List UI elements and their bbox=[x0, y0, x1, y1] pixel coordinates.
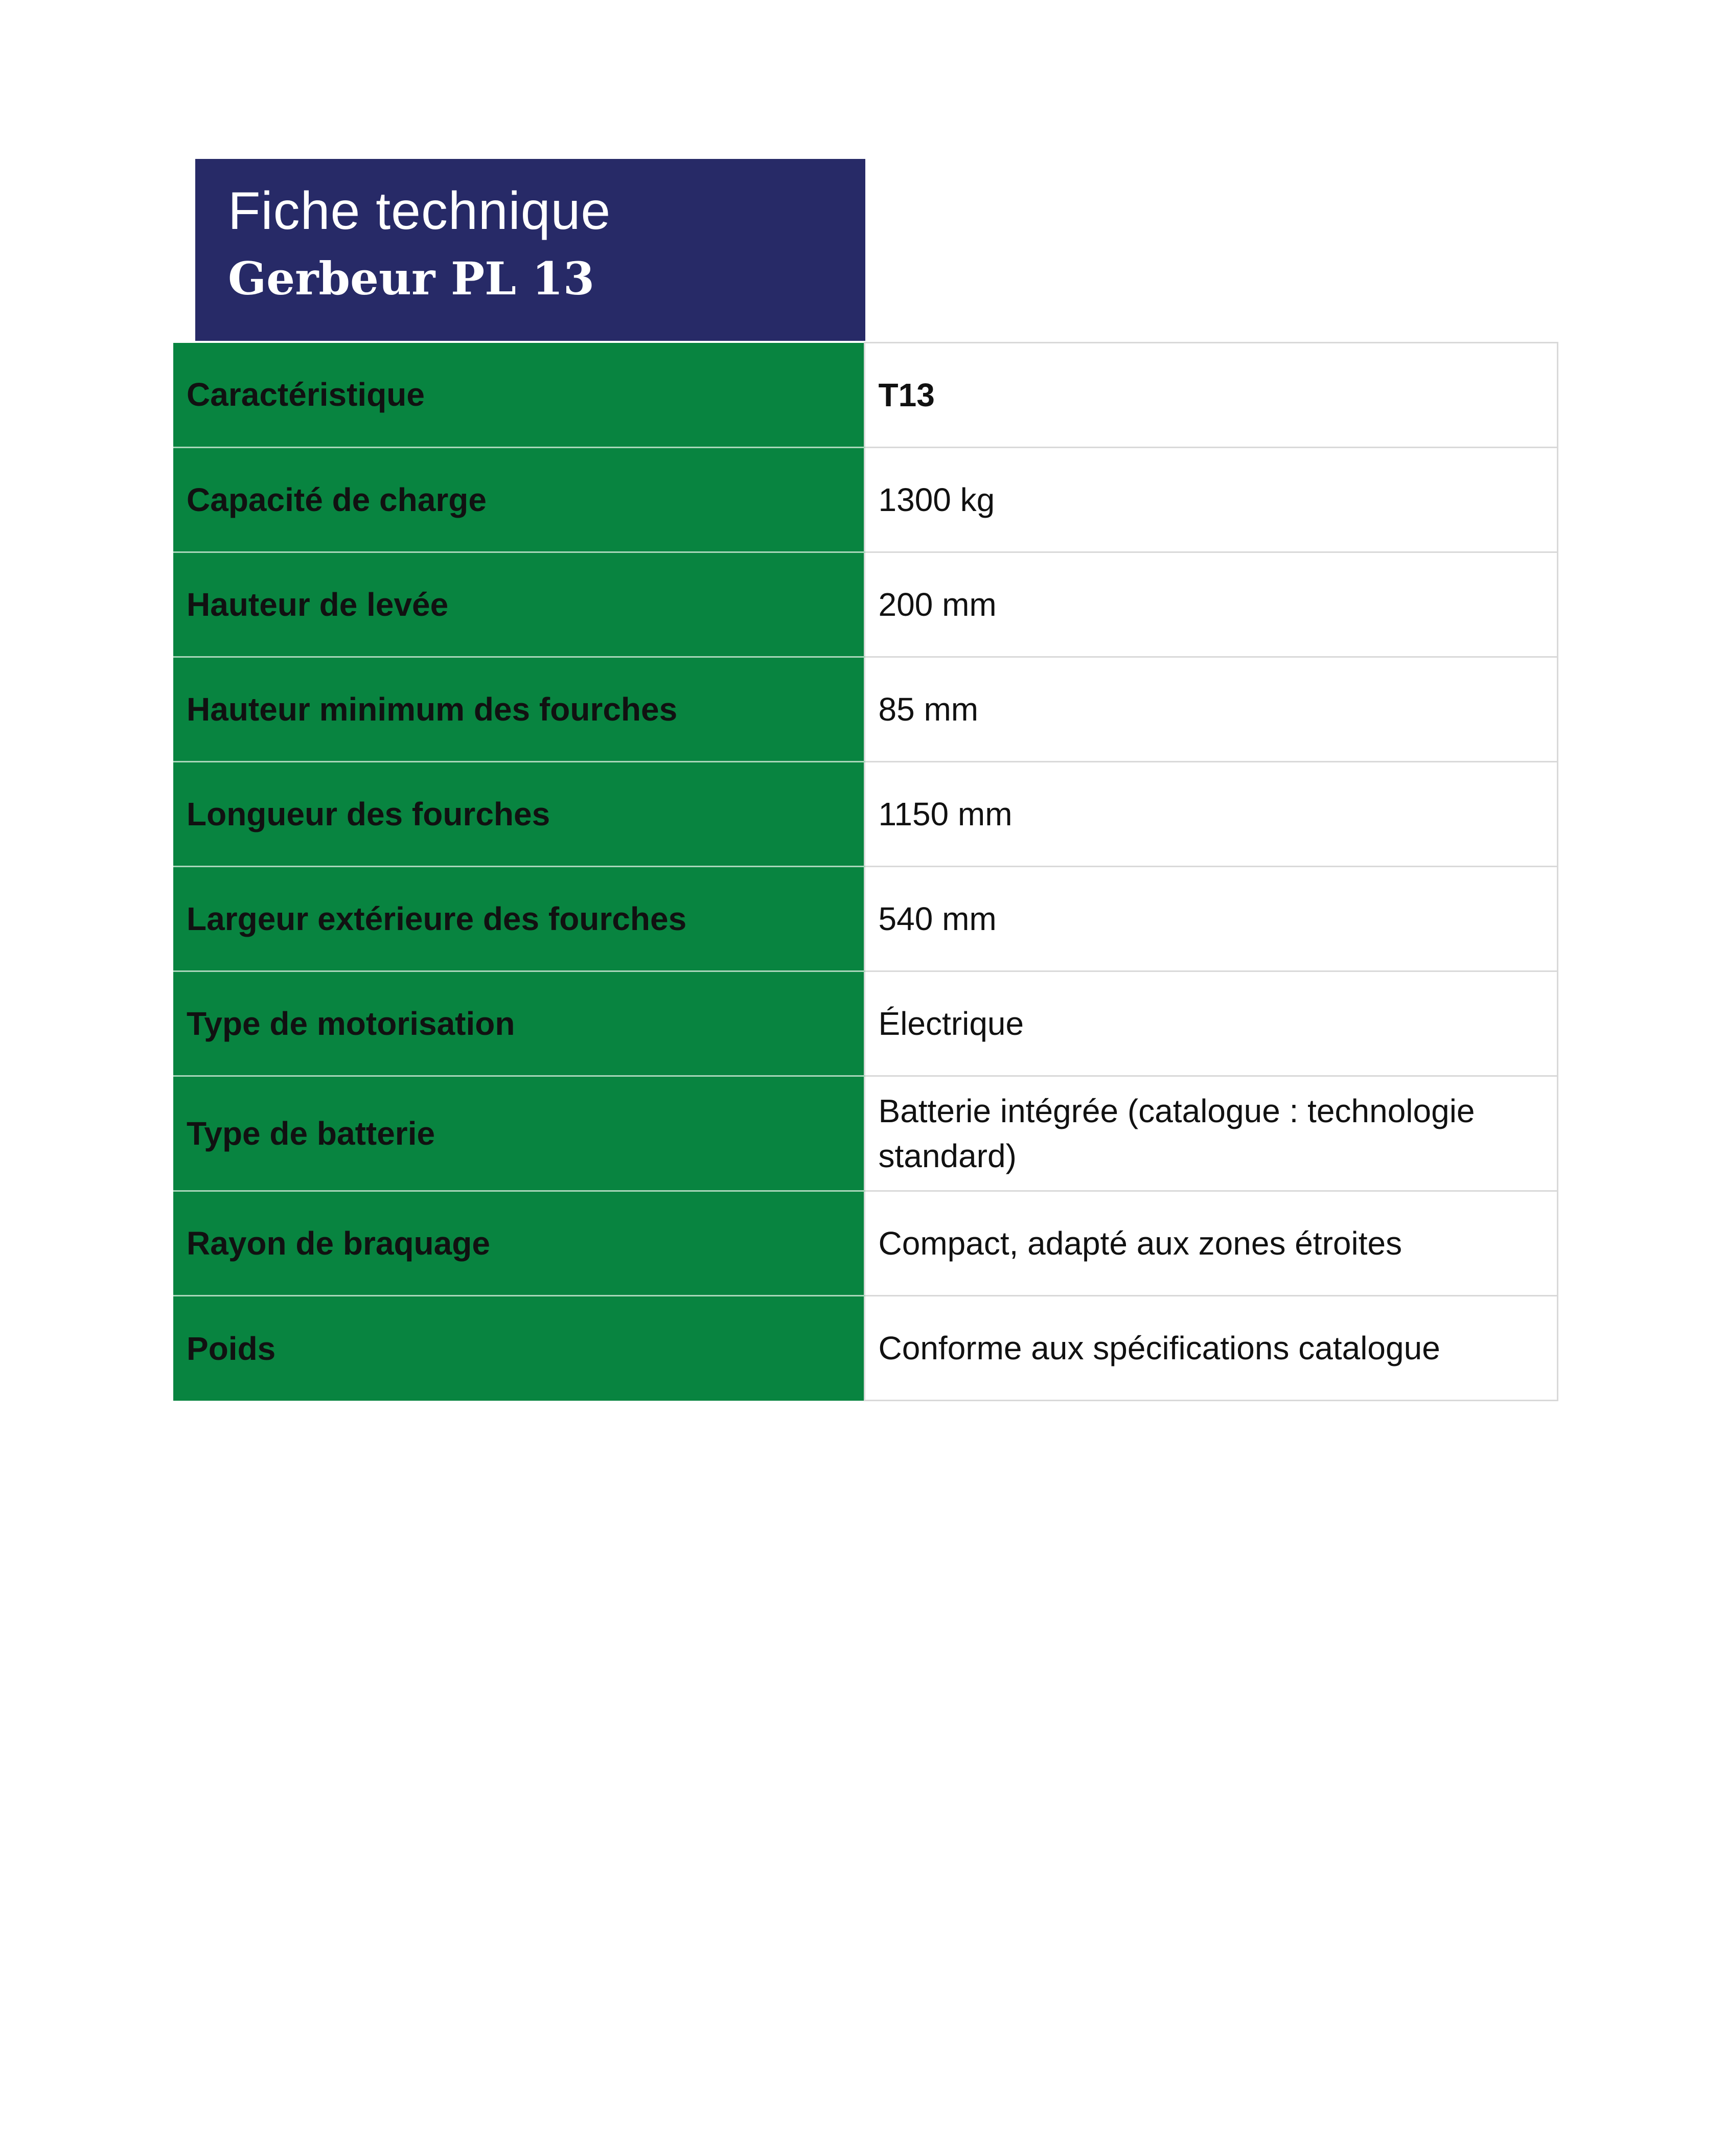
product-name: Gerbeur PL 13 bbox=[228, 252, 595, 305]
spec-label: Capacité de charge bbox=[173, 448, 864, 552]
table-row bbox=[173, 343, 1557, 448]
table-row bbox=[173, 1191, 1557, 1296]
table-row bbox=[173, 867, 1557, 971]
table-row bbox=[173, 1296, 1557, 1401]
spec-value: Batterie intégrée (catalogue : technologie standard) bbox=[864, 1076, 1557, 1191]
table-row bbox=[173, 448, 1557, 552]
spec-value: 540 mm bbox=[864, 867, 1557, 971]
table-row bbox=[173, 1076, 1557, 1191]
table-row bbox=[173, 657, 1557, 762]
title-block bbox=[195, 159, 865, 341]
spec-label: Longueur des fourches bbox=[173, 762, 864, 867]
spec-label: Type de motorisation bbox=[173, 971, 864, 1076]
spec-label: Type de batterie bbox=[173, 1076, 864, 1191]
spec-value: 85 mm bbox=[864, 657, 1557, 762]
spec-label: Hauteur de levée bbox=[173, 552, 864, 657]
document-title: Fiche technique bbox=[228, 181, 611, 241]
spec-label: Poids bbox=[173, 1296, 864, 1401]
spec-value: 200 mm bbox=[864, 552, 1557, 657]
spec-value: T13 bbox=[864, 343, 1557, 448]
spec-label: Rayon de braquage bbox=[173, 1191, 864, 1296]
spec-value: Compact, adapté aux zones étroites bbox=[864, 1191, 1557, 1296]
spec-label: Caractéristique bbox=[173, 343, 864, 448]
table-row bbox=[173, 971, 1557, 1076]
spec-label: Largeur extérieure des fourches bbox=[173, 867, 864, 971]
spec-value: 1150 mm bbox=[864, 762, 1557, 867]
spec-value: Électrique bbox=[864, 971, 1557, 1076]
spec-table bbox=[173, 342, 1558, 1401]
table-row bbox=[173, 552, 1557, 657]
spec-label: Hauteur minimum des fourches bbox=[173, 657, 864, 762]
spec-value: 1300 kg bbox=[864, 448, 1557, 552]
table-row bbox=[173, 762, 1557, 867]
spec-value: Conforme aux spécifications catalogue bbox=[864, 1296, 1557, 1401]
